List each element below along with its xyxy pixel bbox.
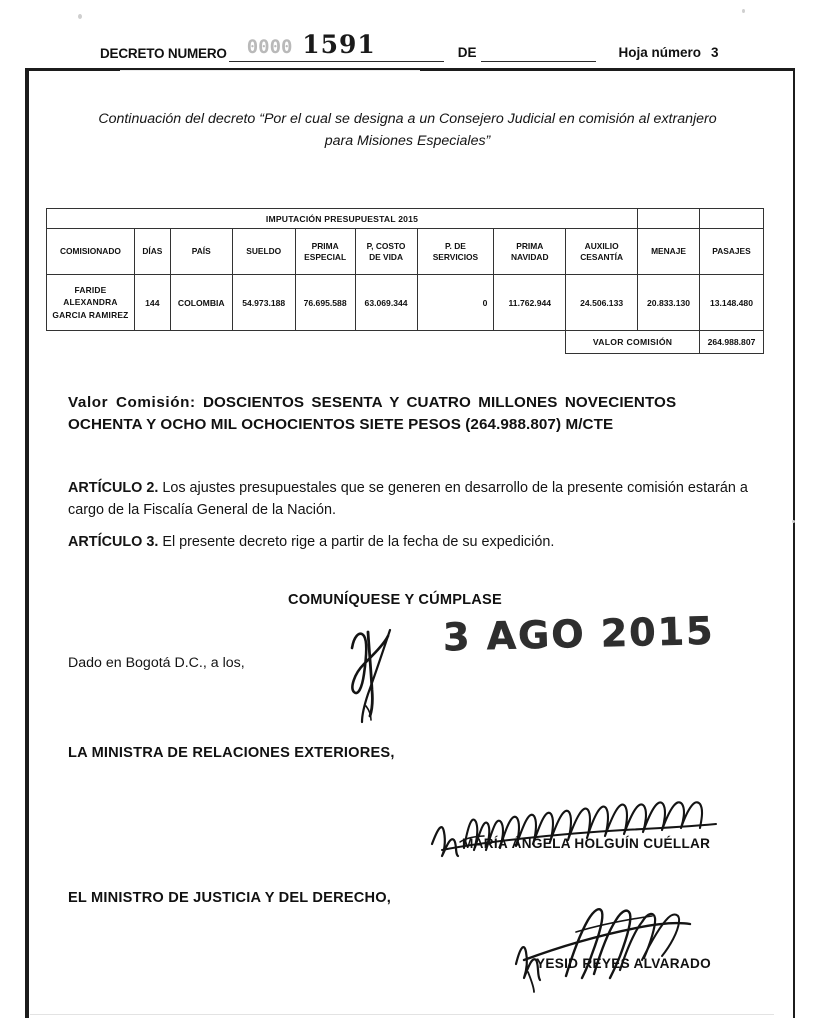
column-header-line2: ESPECIAL — [304, 251, 347, 262]
sheet-number-value: 3 — [711, 45, 719, 60]
comisionado-line2: ALEXANDRA — [63, 297, 118, 308]
table-banner-blank-pasajes — [699, 209, 763, 229]
column-header-line2: NAVIDAD — [511, 251, 549, 262]
table-banner-row — [47, 209, 764, 229]
table-header-row — [47, 229, 764, 275]
table-row — [47, 275, 764, 331]
column-header-line1: PASAJES — [712, 246, 751, 257]
comuniquese-y-cumplase: COMUNÍQUESE Y CÚMPLASE — [288, 592, 502, 608]
articulo-2-text: Los ajustes presupuestales que se generen en desarrollo de la presente comisión estarán a cargo de la Fiscalía General de la Nación. — [68, 480, 748, 518]
dado-en-line: Dado en Bogotá D.C., a los, — [68, 655, 245, 671]
valor-comision-amount-words-2: OCHENTA Y OCHO MIL OCHOCIENTOS SIETE PESOS (264.988.807) M/CTE — [68, 415, 614, 433]
column-header-p-costo-de-vida — [355, 229, 417, 275]
signer-name-reyes: YESID REYES ALVARADO — [536, 956, 711, 971]
decree-number-field — [229, 28, 444, 62]
cell-p-de-servicios: 0 — [417, 275, 494, 331]
table-banner-cell: IMPUTACIÓN PRESUPUESTAL 2015 — [47, 209, 638, 229]
label-ministro-justicia: EL MINISTRO DE JUSTICIA Y DEL DERECHO, — [68, 890, 392, 906]
column-header-line1: PRIMA — [311, 241, 339, 251]
de-label: DE — [457, 45, 477, 60]
table-total-row — [47, 331, 764, 354]
cell-prima-especial: 76.695.588 — [295, 275, 355, 331]
column-header-pasajes — [699, 229, 763, 275]
cell-pais: COLOMBIA — [170, 275, 232, 331]
valor-comision-line1 — [68, 392, 758, 414]
total-label-cell: VALOR COMISIÓN — [566, 331, 700, 354]
column-header-sueldo — [232, 229, 295, 275]
column-header-menaje — [638, 229, 700, 275]
cell-comisionado — [47, 275, 135, 331]
decree-number-stamp — [247, 32, 376, 57]
valor-comision-amount-words-1: DOSCIENTOS SESENTA Y CUATRO MILLONES NOVECIENTOS — [202, 394, 677, 411]
column-header-line2: SERVICIOS — [432, 251, 479, 262]
column-header-dias — [134, 229, 170, 275]
decree-number-label: DECRETO NUMERO — [100, 45, 227, 61]
column-header-line1: SUELDO — [246, 246, 282, 257]
table-banner-blank-menaje — [638, 209, 700, 229]
column-header-comisionado — [47, 229, 135, 275]
cell-menaje: 20.833.130 — [638, 275, 700, 331]
sheet-number-group — [618, 45, 718, 62]
cell-prima-navidad: 11.762.944 — [494, 275, 566, 331]
column-header-line1: DÍAS — [142, 246, 163, 257]
signer-name-holguin: MARÍA ÁNGELA HOLGUÍN CUÉLLAR — [462, 836, 711, 851]
date-stamp: 3 AGO 2015 — [442, 608, 716, 660]
column-header-line1: P. DE — [445, 241, 466, 251]
valor-comision-paragraph — [68, 392, 758, 435]
column-header-prima-especial — [295, 229, 355, 275]
cell-p-costo-de-vida: 63.069.344 — [355, 275, 417, 331]
cell-sueldo: 54.973.188 — [232, 275, 295, 331]
column-header-line1: PRIMA — [516, 241, 544, 251]
column-header-prima-navidad — [494, 229, 566, 275]
comisionado-line3: GARCIA RAMIREZ — [52, 309, 129, 320]
sheet-number-label: Hoja número — [618, 45, 701, 60]
cell-auxilio-cesantia: 24.506.133 — [566, 275, 638, 331]
column-header-line2: CESANTÍA — [580, 251, 624, 262]
scan-artifact — [78, 14, 82, 19]
decree-number-faint-prefix: 0000 — [246, 36, 293, 58]
column-header-line2: DE VIDA — [369, 251, 404, 262]
valor-comision-label: Valor Comisión: — [68, 394, 196, 411]
continuation-caption: Continuación del decreto “Por el cual se designa a un Consejero Judicial en comisión al extranjero para Misiones Especiales” — [98, 111, 717, 149]
articulo-2 — [68, 478, 758, 521]
total-spacer-cell — [47, 331, 566, 354]
scan-artifact — [742, 9, 745, 13]
articulo-2-label: ARTÍCULO 2. — [68, 480, 159, 496]
de-blank-field — [481, 28, 596, 62]
decree-number-value: 1591 — [302, 30, 376, 59]
column-header-pais — [170, 229, 232, 275]
cell-dias: 144 — [134, 275, 170, 331]
column-header-line1: AUXILIO — [584, 241, 619, 251]
column-header-auxilio-cesantia — [566, 229, 638, 275]
articulo-3-label: ARTÍCULO 3. — [68, 534, 159, 550]
column-header-line1: PAÍS — [191, 246, 211, 257]
column-header-line1: COMISIONADO — [59, 246, 121, 257]
column-header-p-de-servicios — [417, 229, 494, 275]
document-header — [100, 28, 790, 62]
label-ministra-relaciones-exteriores: LA MINISTRA DE RELACIONES EXTERIORES, — [68, 745, 395, 761]
budget-table — [46, 208, 764, 354]
total-value-cell: 264.988.807 — [699, 331, 763, 354]
column-header-line1: P, COSTO — [366, 241, 406, 251]
column-header-line1: MENAJE — [651, 246, 686, 257]
articulo-3 — [68, 532, 758, 554]
cell-pasajes: 13.148.480 — [699, 275, 763, 331]
comisionado-line1: FARIDE — [74, 284, 107, 295]
articulo-3-text: El presente decreto rige a partir de la fecha de su expedición. — [158, 534, 555, 550]
